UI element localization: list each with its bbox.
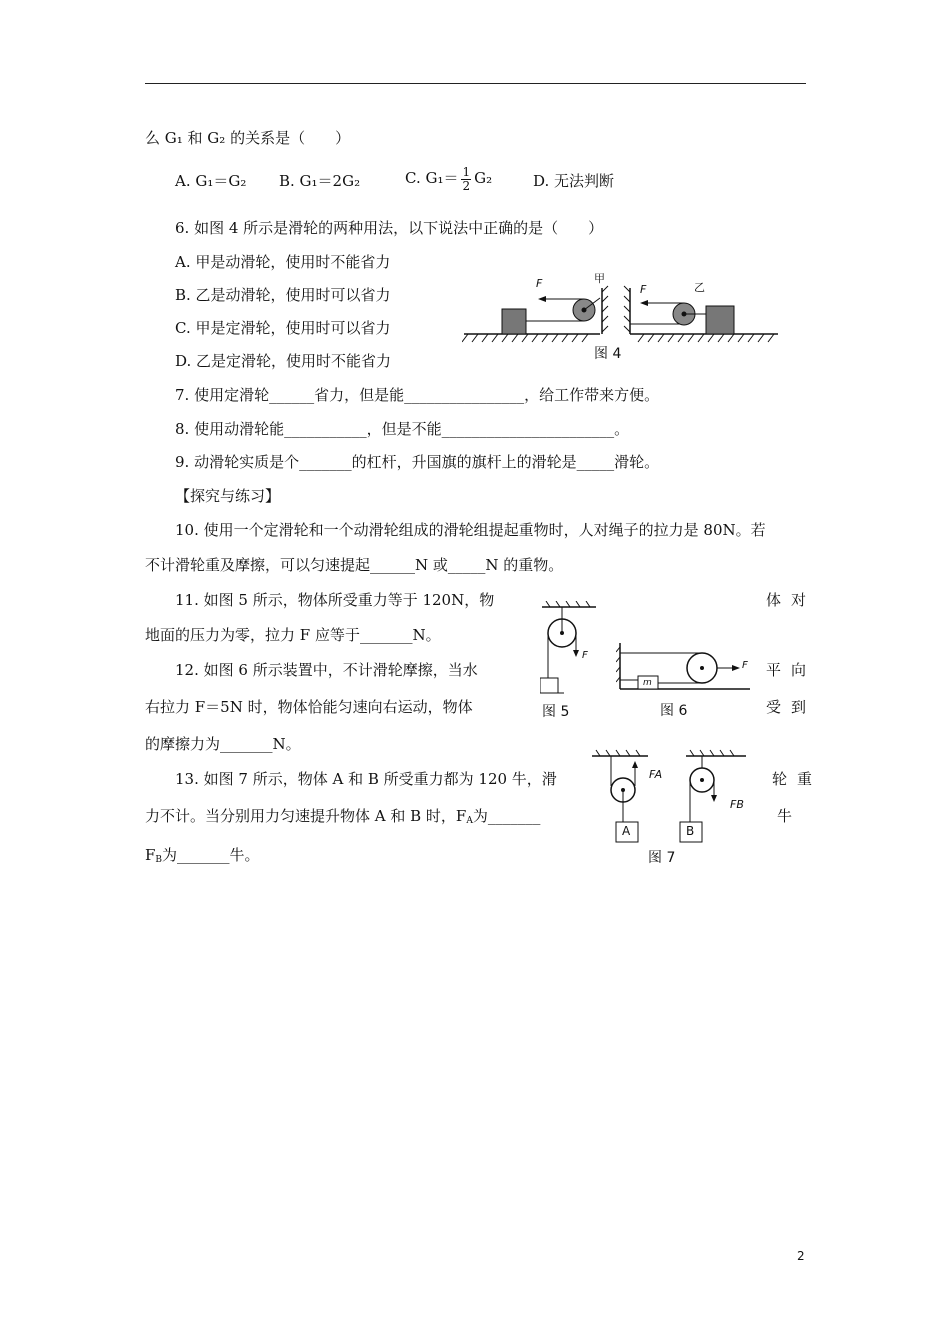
q6-stem: 6. 如图 4 所示是滑轮的两种用法，以下说法中正确的是（ ） (175, 219, 604, 237)
header-rule (145, 83, 806, 84)
q12-line2-right: 受到 (766, 698, 817, 716)
fraction-denominator: 2 (462, 178, 471, 193)
q10-line2: 不计滑轮重及摩擦，可以匀速提起______N 或_____N 的重物。 (145, 556, 564, 574)
q6-option-c: C. 甲是定滑轮，使用时可以省力 (175, 319, 391, 337)
q6-option-d: D. 乙是定滑轮，使用时不能省力 (175, 352, 392, 370)
q8: 8. 使用动滑轮能___________，但是不能_______________________。 (175, 420, 630, 438)
q9: 9. 动滑轮实质是个_______的杠杆，升国旗的旗杆上的滑轮是_____滑轮。 (175, 453, 660, 471)
q12-line1: 12. 如图 6 所示装置中，不计滑轮摩擦，当水 (175, 661, 478, 679)
q13-line2 (145, 806, 540, 831)
fig6-caption: 图 6 (660, 703, 688, 719)
q13-line3-pre: F (145, 846, 156, 864)
q13-line3 (145, 845, 260, 870)
q13-line1-right: 轮重 (772, 770, 823, 788)
q11-line1-right: 体对 (766, 591, 817, 609)
q5-option-c-post: G₂ (474, 169, 493, 187)
fraction-half (461, 166, 471, 193)
line-q5-stem: 么 G₁ 和 G₂ 的关系是（ ） (145, 129, 351, 147)
fig7-caption: 图 7 (648, 850, 676, 866)
q13-line2-pre: 力不计。当分别用力匀速提升物体 A 和 B 时，F (145, 807, 467, 825)
q12-line1-right: 平向 (766, 661, 817, 679)
fig4-caption: 图 4 (594, 346, 622, 362)
fig4-label-yi: 乙 (694, 281, 705, 294)
q5-option-a: A. G₁＝G₂ (175, 172, 247, 190)
q13-line2-post: 为_______ (472, 807, 541, 825)
fraction-numerator: 1 (462, 164, 471, 179)
q13-line2-right: 牛 (777, 807, 793, 825)
q5-option-d: D. 无法判断 (533, 172, 615, 190)
fig7-force-b: FB (730, 798, 744, 811)
q13-line3-sub: B (155, 855, 163, 865)
q12-line3: 的摩擦力为_______N。 (145, 735, 301, 753)
fig4-force-right: F (640, 283, 647, 296)
fig7-block-b-label: B (686, 824, 695, 838)
fig4-label-jia: 甲 (594, 272, 605, 285)
q12-line2: 右拉力 F＝5N 时，物体恰能匀速向右运动，物体 (145, 698, 473, 716)
q13-line3-post: 为_______牛。 (162, 846, 260, 864)
fig6-force: F (742, 660, 748, 671)
fig7-block-a-label: A (622, 824, 631, 838)
fig6-mass: m (643, 678, 652, 688)
fig4-force-left: F (536, 277, 543, 290)
figure-7-pulleys (588, 748, 760, 846)
q6-option-a: A. 甲是动滑轮，使用时不能省力 (175, 253, 391, 271)
figure-4-pulleys (462, 276, 780, 344)
q13-line2-sub: A (466, 816, 473, 826)
figure-6-pulley (616, 643, 756, 693)
figure-5-pulley (540, 601, 598, 694)
q7: 7. 使用定滑轮______省力，但是能________________，给工作带来方便。 (175, 386, 660, 404)
q11-line2: 地面的压力为零，拉力 F 应等于_______N。 (145, 626, 441, 644)
fig5-force: F (582, 650, 588, 661)
q5-option-c-pre: C. G₁＝ (405, 169, 459, 187)
page-number: 2 (797, 1249, 805, 1263)
q6-option-b: B. 乙是动滑轮，使用时可以省力 (175, 286, 391, 304)
q5-option-b: B. G₁＝2G₂ (279, 172, 361, 190)
q13-line1: 13. 如图 7 所示，物体 A 和 B 所受重力都为 120 牛，滑 (175, 770, 557, 788)
q10-line1: 10. 使用一个定滑轮和一个动滑轮组成的滑轮组提起重物时，人对绳子的拉力是 80N。若 (175, 521, 766, 539)
fig5-caption: 图 5 (542, 704, 570, 720)
q5-option-c (405, 160, 492, 196)
q11-line1: 11. 如图 5 所示，物体所受重力等于 120N，物 (175, 591, 495, 609)
fig7-force-a: FA (649, 768, 663, 781)
section-heading: 【探究与练习】 (175, 487, 281, 505)
